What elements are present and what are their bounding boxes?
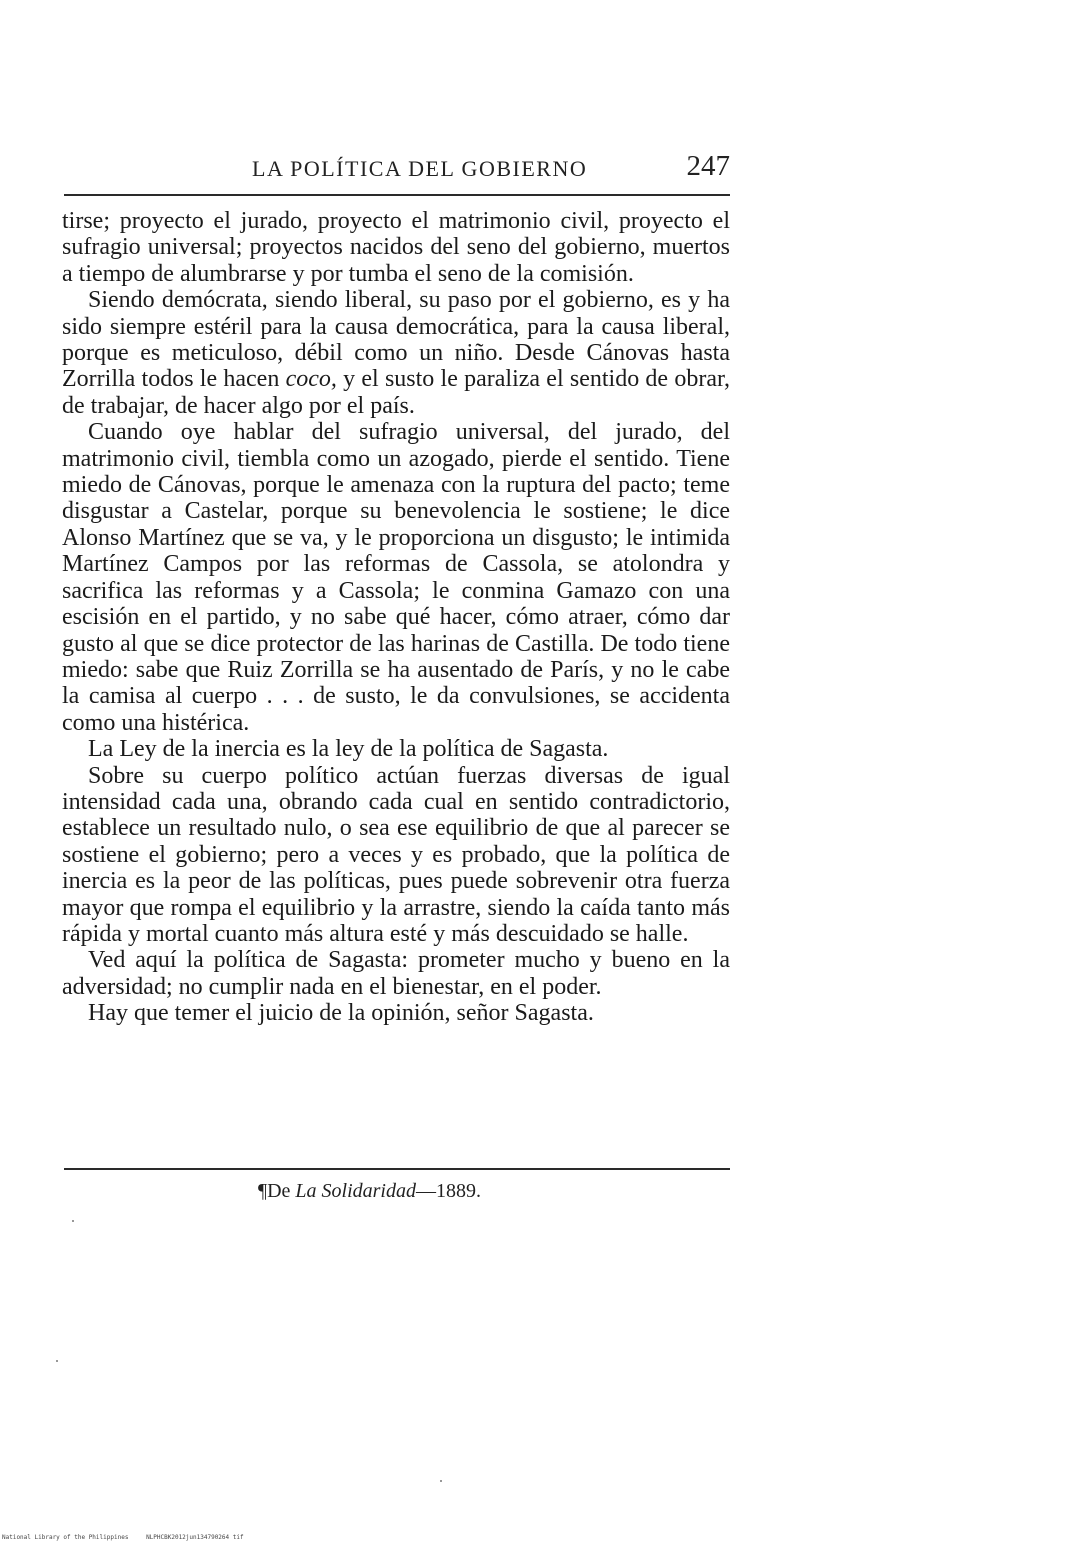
paragraph-2-part-b: le paraliza el sentido de obrar, de trabajar, de hacer algo por el país.: [62, 366, 731, 419]
source-publication: La Solidaridad: [295, 1180, 416, 1202]
source-note: [258, 1180, 481, 1203]
scan-footer-stamp: [2, 1534, 258, 1541]
footer-identifier: NLPHCBK2012jun134790264 tif: [146, 1534, 244, 1541]
footer-rule: [64, 1168, 730, 1170]
paragraph-2-canovas-before: Desde Cánovas hasta Zorrilla todos le hacen: [62, 340, 730, 393]
footer-library: National Library of the Philippines: [2, 1534, 129, 1541]
running-head: [64, 150, 730, 184]
source-suffix: —1889.: [415, 1180, 481, 1202]
running-title: LA POLÍTICA DEL GOBIERNO: [252, 156, 588, 181]
paragraph-2: [62, 287, 730, 419]
paragraph-1: tirse; proyecto el jurado, proyecto el matrimonio civil, proyecto el sufragio universal; proyectos nacidos del seno del gobierno, muertos a tiempo de alumbrarse y por tumba el seno de la comisión.: [62, 208, 730, 287]
paragraph-5: Sobre su cuerpo político actúan fuerzas diversas de igual intensidad cada una, obrando cada cual en sentido contradictorio, establece un resultado nulo, o sea ese equilibrio de que al parecer se sostiene el gobierno; pero a veces y es probado, que la política de inercia es la peor de las políticas, pues puede sobrevenir otra fuerza mayor que rompa el equilibrio y la arrastre, siendo la caída tanto más rápida y mortal cuanto más altura esté y más descuidado se halle.: [62, 762, 730, 947]
paragraph-2-part-a: Siendo demócrata, siendo liberal, su paso por el gobierno, es y ha sido siempre estéril para la causa democrática, para la causa liberal, porque es meticuloso, débil como un niño.: [62, 287, 730, 367]
paragraph-3: Cuando oye hablar del sufragio universal, del jurado, del matrimonio civil, tiembla como un azogado, pierde el sentido. Tiene miedo de Cánovas, porque le amenaza con la ruptura del pacto; teme disgustar a Castelar, porque su benevolencia le sostiene; le dice Alonso Martínez que se va, y le proporciona un disgusto; le intimida Martínez Campos por las reformas de Cassola, se atolondra y sacrifica las reformas y a Cassola; le conmina Gamazo con una escisión en el partido, y no sabe qué hacer, cómo atraer, cómo dar gusto al que se dice protector de las harinas de Castilla. De todo tiene miedo: sabe que Ruiz Zorrilla se ha ausentado de París, y no le cabe la camisa al cuerpo . . . de susto, le da convulsiones, se accidenta como una histérica.: [62, 419, 730, 736]
paragraph-2-canovas-after: y el susto: [336, 366, 435, 393]
header-rule: [64, 194, 730, 196]
page-number: 247: [686, 150, 730, 182]
paragraph-7: Hay que temer el juicio de la opinión, señor Sagasta.: [88, 1000, 594, 1027]
body-text: [62, 208, 730, 1027]
scan-speck: [72, 1220, 74, 1222]
scan-speck: [56, 1360, 58, 1362]
paragraph-2-italic-word: coco,: [285, 366, 337, 393]
paragraph-6: Ved aquí la política de Sagasta: prometer mucho y bueno en la adversidad; no cumplir nada en el bienestar, en el poder.: [62, 947, 730, 1000]
source-prefix: ¶De: [258, 1180, 296, 1202]
paragraph-4: La Ley de la inercia es la ley de la política de Sagasta.: [88, 736, 609, 763]
scan-speck: [440, 1480, 442, 1482]
